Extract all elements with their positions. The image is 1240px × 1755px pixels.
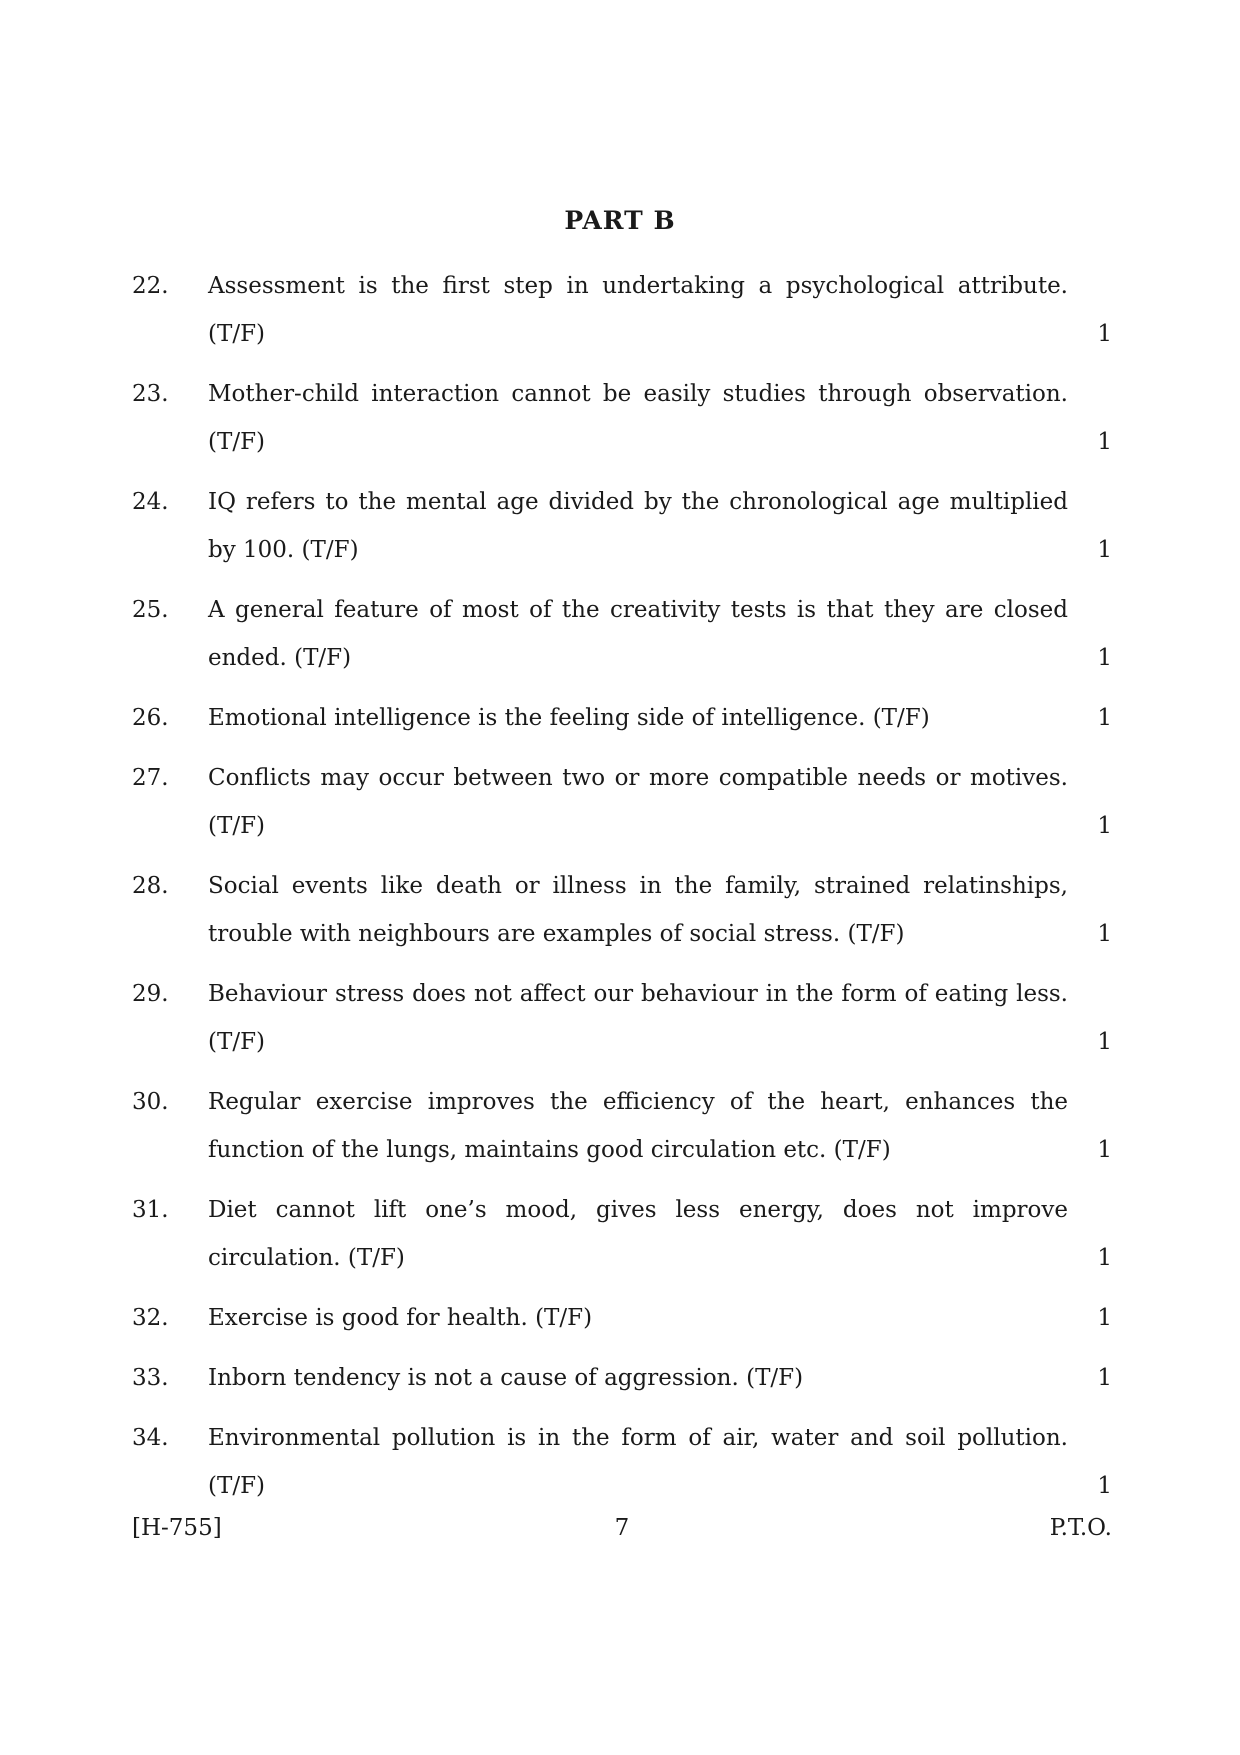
question-item xyxy=(132,1294,1112,1342)
question-item xyxy=(132,586,1112,682)
question-number: 33. xyxy=(132,1365,169,1391)
page-footer xyxy=(132,1515,1112,1555)
question-marks: 1 xyxy=(1097,1473,1112,1499)
question-text: Regular exercise improves the efficiency of the heart, enhances the function of the lungs, maintains good circulation etc. (T/F) xyxy=(208,1089,1068,1163)
question-item xyxy=(132,1078,1112,1174)
question-marks: 1 xyxy=(1097,645,1112,671)
question-list xyxy=(132,262,1112,1522)
question-marks: 1 xyxy=(1097,321,1112,347)
question-text: Social events like death or illness in the family, strained relatinships, trouble with neighbours are examples of social stress. (T/F) xyxy=(208,873,1068,947)
question-text: Behaviour stress does not affect our behaviour in the form of eating less. (T/F) xyxy=(208,981,1068,1055)
question-item xyxy=(132,1186,1112,1282)
question-number: 24. xyxy=(132,489,169,515)
question-text: Emotional intelligence is the feeling side of intelligence. (T/F) xyxy=(208,705,930,731)
question-text: Conflicts may occur between two or more compatible needs or motives. (T/F) xyxy=(208,765,1068,839)
question-text: Environmental pollution is in the form of air, water and soil pollution. (T/F) xyxy=(208,1425,1068,1499)
question-text: Assessment is the first step in undertaking a psychological attribute. (T/F) xyxy=(208,273,1068,347)
question-number: 32. xyxy=(132,1305,169,1331)
question-number: 25. xyxy=(132,597,169,623)
question-number: 31. xyxy=(132,1197,169,1223)
question-marks: 1 xyxy=(1097,1365,1112,1391)
question-marks: 1 xyxy=(1097,1137,1112,1163)
question-text: Diet cannot lift one’s mood, gives less energy, does not improve circulation. (T/F) xyxy=(208,1197,1068,1271)
question-number: 30. xyxy=(132,1089,169,1115)
question-marks: 1 xyxy=(1097,1305,1112,1331)
question-item xyxy=(132,1354,1112,1402)
question-marks: 1 xyxy=(1097,1029,1112,1055)
question-item xyxy=(132,694,1112,742)
question-number: 27. xyxy=(132,765,169,791)
question-marks: 1 xyxy=(1097,537,1112,563)
question-marks: 1 xyxy=(1097,429,1112,455)
part-heading: PART B xyxy=(564,206,676,235)
question-number: 22. xyxy=(132,273,169,299)
question-item xyxy=(132,970,1112,1066)
question-marks: 1 xyxy=(1097,921,1112,947)
question-text: Inborn tendency is not a cause of aggression. (T/F) xyxy=(208,1365,804,1391)
question-number: 26. xyxy=(132,705,169,731)
question-number: 23. xyxy=(132,381,169,407)
question-item xyxy=(132,370,1112,466)
question-text: IQ refers to the mental age divided by the chronological age multiplied by 100. (T/F) xyxy=(208,489,1068,563)
question-number: 34. xyxy=(132,1425,169,1451)
question-text: Exercise is good for health. (T/F) xyxy=(208,1305,593,1331)
question-item xyxy=(132,262,1112,358)
question-item xyxy=(132,478,1112,574)
page-number: 7 xyxy=(614,1515,630,1541)
question-number: 29. xyxy=(132,981,169,1007)
question-text: A general feature of most of the creativity tests is that they are closed ended. (T/F) xyxy=(208,597,1068,671)
question-marks: 1 xyxy=(1097,1245,1112,1271)
question-item xyxy=(132,1414,1112,1510)
question-marks: 1 xyxy=(1097,813,1112,839)
question-marks: 1 xyxy=(1097,705,1112,731)
question-item xyxy=(132,862,1112,958)
pto-note: P.T.O. xyxy=(1049,1515,1112,1541)
question-item xyxy=(132,754,1112,850)
paper-code: [H-755] xyxy=(132,1515,222,1541)
question-text: Mother-child interaction cannot be easily studies through observation. (T/F) xyxy=(208,381,1068,455)
question-number: 28. xyxy=(132,873,169,899)
